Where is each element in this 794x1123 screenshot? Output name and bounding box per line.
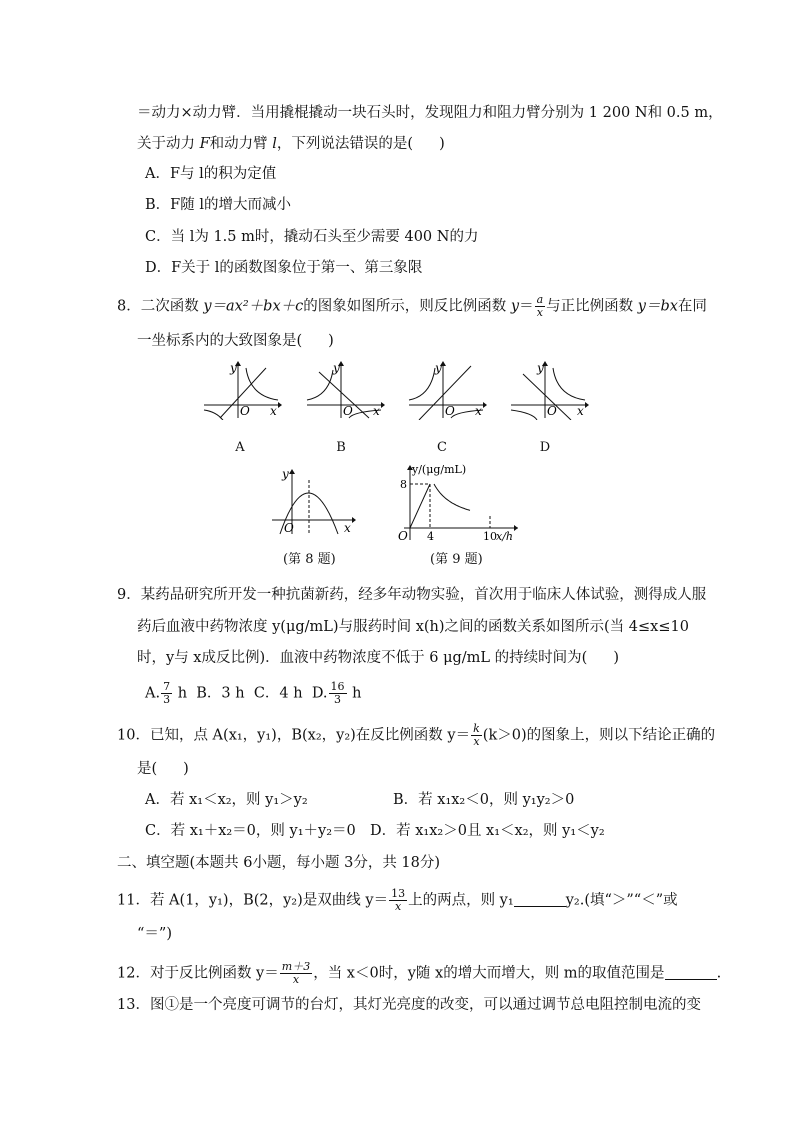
q9-options: A. $\frac{7}{3}$ h B．3 h C．4 h D. $\frac{16}{3}$ h [145, 680, 362, 706]
q7-text: ，下列说法错误的是( [276, 136, 414, 152]
q8-graph-d [507, 360, 589, 420]
q13-line1: 13．图①是一个亮度可调节的台灯，其灯光亮度的改变，可以通过调节总电阻控制电流的变 [117, 997, 701, 1013]
q9-tick-y: 8 [400, 478, 407, 491]
svg-text:y: y [230, 361, 237, 375]
svg-text:y: y [333, 361, 340, 375]
q11-line1: 11．若 A(1，y₁)，B(2，y₂)是双曲线 y＝ $\frac{13}{x}$ 上的两点，则 y₁ y₂.(填“＞”“＜”或 [117, 887, 678, 913]
q7-text: 关于动力 [137, 136, 200, 152]
q8-fraction: $\frac{a}{x}$ [536, 293, 544, 319]
q9-ylabel: y/(μg/mL) [412, 463, 467, 476]
svg-text:x: x [270, 404, 277, 418]
q9-rise-segment [410, 484, 430, 528]
svg-text:O: O [284, 521, 294, 535]
q8-graph-c [405, 360, 487, 420]
q8-text: 与正比例函数 [546, 298, 638, 315]
q12-answer-blank[interactable] [665, 965, 717, 980]
q7-option-a: A．F与 l的积为定值 [145, 166, 277, 182]
q9-origin: O [398, 529, 408, 543]
q8-text: 8．二次函数 [117, 298, 204, 315]
q10-line2: 是( ) [137, 761, 189, 777]
q8-line1: 8．二次函数 y＝ax²＋bx＋c的图象如图所示，则反比例函数 y＝ $\frac{a}{x}$ 与正比例函数 y＝bx在同 [117, 293, 707, 319]
q8-parabola-figure [268, 466, 358, 536]
q9-concentration-figure [392, 460, 522, 544]
q9-tick-x1: 4 [427, 530, 434, 543]
q7-line1: ＝动力×动力臂．当用撬棍撬动一块石头时，发现阻力和阻力臂分别为 1 200 N和 0.5 m， [137, 105, 723, 121]
q7-line2: 关于动力 F和动力臂 l，下列说法错误的是( ) [137, 136, 445, 152]
q8-text: 在同 [677, 298, 707, 315]
q9-xlabel: x/h [496, 530, 513, 543]
q11-answer-blank[interactable] [514, 892, 566, 907]
q10-line1: 10．已知，点 A(x₁，y₁)，B(x₂，y₂)在反比例函数 y＝ $\frac{k}{x}$ (k＞0)的图象上，则以下结论正确的 [117, 722, 716, 748]
svg-text:y: y [537, 361, 544, 375]
svg-text:O: O [343, 404, 353, 418]
q8-quadratic: y＝ax²＋bx＋c [203, 298, 304, 315]
svg-text:y: y [435, 361, 442, 375]
q8-caption: (第 8 题) [283, 552, 336, 567]
q8-linear: y＝bx [637, 298, 678, 315]
q7-var-l: l [272, 136, 277, 152]
q12-line1: 12．对于反比例函数 y＝ $\frac{m+3}{x}$ ，当 x＜0时，y随 x的增大而增大，则 m的取值范围是 . [117, 960, 722, 986]
q11-line2: “＝”) [137, 926, 172, 942]
q8-line2: 一坐标系内的大致图象是( ) [137, 333, 334, 349]
q7-option-c: C．当 l为 1.5 m时，撬动石头至少需要 400 N的力 [145, 229, 479, 245]
svg-text:x: x [344, 521, 351, 535]
q9-caption: (第 9 题) [430, 552, 483, 567]
q8-choice-label-a: A [235, 440, 245, 455]
q10-option-a: A．若 x₁＜x₂，则 y₁＞y₂ [145, 792, 308, 808]
q9-line1: 9．某药品研究所开发一种抗菌新药，经多年动物实验，首次用于临床人体试验，测得成人服 [117, 587, 707, 603]
section-heading: 二、填空题(本题共 6小题，每小题 3分，共 18分) [117, 855, 441, 871]
q9-line2: 药后血液中药物浓度 y(μg/mL)与服药时间 x(h)之间的函数关系如图所示(当 4≤x≤10 [137, 619, 689, 635]
svg-text:O: O [547, 404, 557, 418]
q9-line3: 时，y与 x成反比例)．血液中药物浓度不低于 6 μg/mL 的持续时间为( ) [137, 650, 619, 666]
svg-text:x: x [577, 404, 584, 418]
q8-text: 的图象如图所示，则反比例函数 [303, 298, 511, 315]
q7-option-d: D．F关于 l的函数图象位于第一、第三象限 [145, 260, 423, 276]
q8-graph-a [200, 360, 282, 420]
svg-text:x: x [475, 404, 482, 418]
q8-choice-label-c: C [437, 440, 447, 455]
q8-graph-b [303, 360, 385, 420]
svg-text:y: y [282, 467, 289, 481]
q8-choice-label-b: B [336, 440, 346, 455]
svg-text:O: O [445, 404, 455, 418]
svg-text:O: O [240, 404, 250, 418]
q7-var-f: F [199, 136, 210, 152]
q7-text: 和动力臂 [209, 136, 273, 152]
q8-choice-label-d: D [539, 440, 551, 455]
svg-text:x: x [373, 404, 380, 418]
q10-option-b: B．若 x₁x₂＜0，则 y₁y₂＞0 [393, 792, 575, 808]
q10-option-d: D．若 x₁x₂＞0且 x₁＜x₂，则 y₁＜y₂ [370, 823, 605, 839]
q9-tick-x2: 10 [483, 530, 497, 543]
q10-option-c: C．若 x₁＋x₂＝0，则 y₁＋y₂＝0 [145, 823, 356, 839]
q9-decay-curve [434, 484, 470, 510]
q7-option-b: B．F随 l的增大而减小 [145, 197, 291, 213]
